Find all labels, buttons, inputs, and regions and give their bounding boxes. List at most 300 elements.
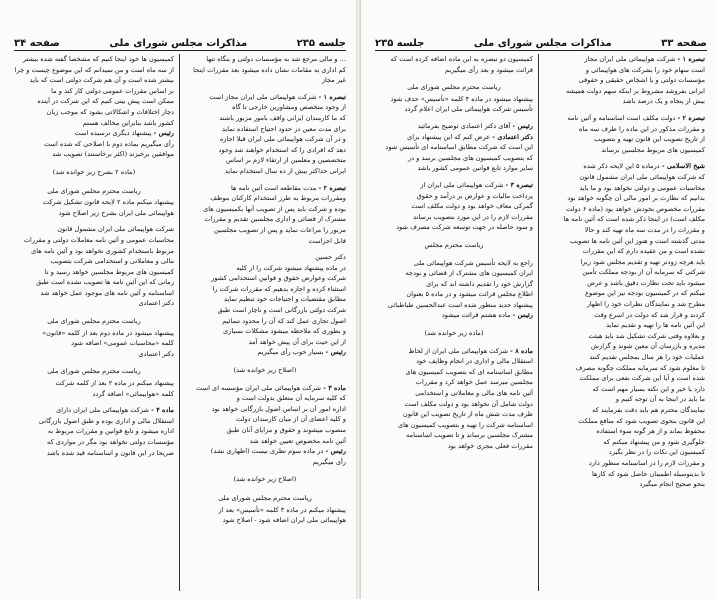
text-line bbox=[543, 193, 705, 204]
right-page bbox=[361, 0, 717, 599]
text-line bbox=[543, 183, 705, 194]
text-line bbox=[375, 240, 533, 251]
line-text: ما باید در اینجا به آن توجه کنیم و bbox=[615, 395, 705, 404]
line-text: شرکتی که سرمایه آن از بودجه مملکت تأمین bbox=[582, 268, 705, 277]
line-text: راجع به لایحه تأسیس شرکت هواپیمائی ملی bbox=[413, 258, 533, 267]
text-line bbox=[543, 416, 705, 427]
line-text: مکلف است) در اینجا ذکر شده است که آئین نامه ها bbox=[563, 215, 705, 224]
line-text: جلوگیری شود و من پیشنهاد میکنم که bbox=[603, 437, 705, 446]
line-text: دکتر حسین bbox=[315, 253, 346, 262]
text-line bbox=[184, 284, 346, 295]
line-text: پیشنهاد جدید منظور شده است عبدالحسین طباطبائی bbox=[387, 300, 533, 309]
text-line bbox=[14, 128, 174, 139]
text-line bbox=[375, 201, 533, 212]
text-line bbox=[14, 65, 174, 76]
text-line bbox=[14, 246, 174, 257]
line-text: پیشنهاد میکنم در ماده ۲ بعد از کلمه شرکت bbox=[55, 379, 174, 388]
line-text: که ما کارمندان ایرانی واقف بامور مزبور باشند bbox=[219, 113, 346, 122]
line-text: ومقررات مربوط به طرز استخدام کارکنان موظف bbox=[210, 194, 346, 203]
bold-lead: دکتر اعتمادی - bbox=[492, 132, 533, 141]
line-text: اداره میشود و تابع قوانین و مقررات مربوط به bbox=[47, 427, 174, 436]
line-text: رأی میگیریم bbox=[312, 457, 346, 466]
text-line bbox=[375, 399, 533, 410]
text-line bbox=[543, 145, 705, 156]
text-line bbox=[14, 224, 174, 235]
text-line bbox=[543, 405, 705, 416]
text-line bbox=[184, 347, 346, 358]
line-text: (ماده ۲ بشرح زیر خوانده شد) bbox=[52, 167, 136, 176]
line-text: میشود باید تحت نظارت دقیق باشد و عرض bbox=[587, 278, 705, 287]
bold-lead: ماده ۳ - bbox=[323, 383, 346, 392]
text-line bbox=[543, 134, 705, 145]
text-line bbox=[14, 139, 174, 150]
text-line bbox=[14, 208, 174, 219]
line-text: و در آن شرکت هواپیمائی ملی ایران قبلا اجازه bbox=[219, 135, 346, 144]
line-text: آئین نامه مخصوص تعیین خواهد شد bbox=[249, 436, 346, 445]
line-text: منصوب میشوند و حقوق و مزایای آنان طبق bbox=[226, 426, 346, 434]
text-line bbox=[543, 172, 705, 183]
bold-lead: تبصره ۱ - bbox=[318, 92, 346, 101]
text-line bbox=[14, 197, 174, 208]
line-text: اساسنامه و آئین نامه های موجود عمل خواهد شد bbox=[40, 288, 174, 297]
line-text: کمیسیون های مربوط مجلسین خواهد رسید و تا bbox=[44, 267, 174, 276]
line-text: مؤسسات دولتی و یا اشخاص حقیقی و حقوقی bbox=[578, 76, 705, 85]
line-text: ماده هشتم قرائت میشود bbox=[441, 311, 513, 320]
line-text: پرداخت مالیات و عوارض بر درآمد و حقوق bbox=[416, 191, 533, 200]
text-line bbox=[184, 294, 346, 305]
line-text: ... و مالی مرجع شد به مؤسسات دولتی و بنگاه تنها bbox=[206, 55, 346, 63]
text-line bbox=[375, 268, 533, 279]
left-page-column-rule bbox=[179, 54, 180, 591]
line-text: از این حیث برای آن پیش خواهد آمد bbox=[248, 337, 346, 346]
text-line bbox=[14, 118, 174, 129]
text-line bbox=[184, 193, 346, 204]
line-text: دچار اختلافات و اشکالاتی بشود که موجب زیان bbox=[46, 107, 174, 116]
bold-lead: تبصره ۱ - bbox=[677, 55, 705, 63]
text-line bbox=[375, 420, 533, 431]
text-line bbox=[184, 446, 346, 457]
line-text: مقررات مخصوص بخودش خواهد بود (ماده ۶ دولت bbox=[566, 204, 705, 213]
text-line bbox=[184, 316, 346, 327]
text-line bbox=[184, 515, 346, 526]
line-text: بوده و شرکت باید پس از تصویب آنها بکمیسیون های bbox=[203, 204, 346, 213]
bold-lead: ماده ۴ - bbox=[151, 406, 174, 415]
text-line bbox=[184, 393, 346, 404]
line-text: استقلال مالی و اداری در انجام وظایف خود bbox=[416, 357, 533, 366]
line-text: مطرح شد و نمایندگان نظرات خود را اظهار bbox=[586, 300, 705, 309]
text-line bbox=[543, 394, 705, 405]
line-text: قابل اجراست bbox=[308, 236, 346, 245]
line-text: ریاست محترم مجلس شورای ملی bbox=[47, 367, 141, 376]
text-line bbox=[14, 167, 174, 178]
line-text: نمایندگان محترم هم باید دقت بفرمایند که bbox=[592, 406, 705, 414]
bold-lead: رئیس - bbox=[325, 447, 346, 456]
line-text: ریاست محترم مجلس شورای ملی bbox=[407, 83, 501, 92]
line-text: کردند و قرار شد که دولت در اسرع وقت bbox=[594, 310, 705, 319]
text-line bbox=[543, 299, 705, 310]
text-line bbox=[184, 505, 346, 516]
line-text: پیشنهاد میشود در ماده ۴ کلمه «تأسیس» حذف شود bbox=[390, 94, 533, 103]
paragraph-gap bbox=[184, 467, 346, 473]
line-text: کمیسیون های مربوط مجلسین برساند bbox=[601, 145, 705, 154]
line-text: دولت مکلف است اساسنامه و آئین نامه bbox=[567, 113, 678, 122]
line-text: دولت شامل آن نخواهد بود و دولت مکلف است bbox=[404, 399, 533, 408]
text-line bbox=[184, 365, 346, 376]
line-text: شده است و آیا این شرکت نفعی برای مملکت bbox=[579, 374, 705, 383]
text-line bbox=[184, 54, 346, 65]
text-line bbox=[14, 378, 174, 389]
text-line bbox=[14, 437, 174, 448]
text-line bbox=[14, 149, 174, 160]
right-page-title: مذاکرات مجلس شورای ملی bbox=[473, 38, 612, 49]
text-line bbox=[184, 436, 346, 447]
text-line bbox=[184, 383, 346, 394]
line-text: از وجود متخصص ومشاورین خارجی تا گاه bbox=[232, 103, 346, 112]
text-line bbox=[184, 474, 346, 485]
line-text: از سه ماه است و من نمیدانم که این موضوع چیست و چرا bbox=[14, 65, 174, 74]
line-text: مطابق اساسنامه ای که بتصویب کمیسیون های bbox=[405, 367, 533, 376]
text-line bbox=[543, 113, 705, 124]
line-text: شرکت هواپیمائی ملی ایران از لحاظ bbox=[408, 346, 511, 355]
line-text: تا معلوم شود که سرمایه مملکت چگونه مصرف bbox=[575, 363, 705, 372]
text-line bbox=[14, 389, 174, 400]
line-text: عملیات خود را هر سال بمجلس تقدیم کنند bbox=[589, 353, 705, 362]
bold-lead: رئیس - bbox=[512, 311, 533, 320]
line-text: درماده ۵ این لایحه ذکر شده bbox=[583, 162, 662, 171]
line-text: قرائت میشود و بعد رأی میگیریم bbox=[444, 65, 533, 74]
text-line bbox=[543, 124, 705, 135]
right-page-number: صفحه ۳۳ bbox=[661, 38, 707, 49]
line-text: محفوظ بماند و از هر گونه سوء استفاده bbox=[596, 427, 705, 436]
text-line bbox=[543, 437, 705, 448]
left-page-session: جلسه ۲۳۵ bbox=[296, 38, 346, 49]
text-line bbox=[375, 54, 533, 65]
text-line bbox=[375, 289, 533, 300]
line-text: دهد که افرادی را که استخدام خواهند شد وجود bbox=[218, 145, 346, 154]
text-line bbox=[14, 366, 174, 377]
line-text: ایران کمیسیون های مشترک از قضائی و بودجه bbox=[405, 269, 533, 278]
line-text: ریاست محترم مجلس bbox=[424, 240, 484, 249]
line-text: مدیره و بازرسان آن معین شوند و گزارش bbox=[590, 342, 705, 351]
text-line bbox=[184, 252, 346, 263]
line-text: مربوط باستخدام کشوری نخواهد بود و آئین نامه های bbox=[31, 246, 174, 255]
line-text: دکتر اعتمادی bbox=[138, 349, 174, 358]
line-text: عرض کنم که این پیشنهاد برای bbox=[407, 132, 493, 141]
text-line bbox=[375, 409, 533, 420]
text-line bbox=[375, 65, 533, 76]
text-line bbox=[184, 113, 346, 124]
text-line bbox=[14, 426, 174, 437]
line-text: استثناء کرده و اجازه بدهیم که مقررات شرکت را bbox=[212, 284, 346, 293]
text-line bbox=[375, 441, 533, 452]
line-text: محاسبات عمومی و آئین نامه معاملات دولتی و مقررات bbox=[23, 235, 174, 244]
text-line bbox=[543, 86, 705, 97]
line-text: اطلاع مجلس قرائت میشود و در ماده ۵ بعنوان bbox=[406, 290, 533, 299]
line-text: محاسبات عمومی و دولتی نخواهد بود و ما باید bbox=[579, 183, 705, 192]
text-line bbox=[14, 316, 174, 327]
text-line bbox=[184, 326, 346, 337]
text-line bbox=[184, 493, 346, 504]
paragraph-gap bbox=[14, 160, 174, 166]
text-line bbox=[184, 92, 346, 103]
line-text: شرکت هواپیمائی ملی ایران مجاز bbox=[584, 55, 678, 63]
line-text: این است که شرکت مطابق اساسنامه ای تأسیس شود bbox=[385, 143, 533, 152]
text-line bbox=[375, 328, 533, 339]
text-line bbox=[543, 214, 705, 225]
text-line bbox=[375, 356, 533, 367]
left-page bbox=[0, 0, 356, 599]
line-text: تأسیس شرکت هواپیمائی ملی ایران اعلام گردد bbox=[404, 105, 533, 114]
text-line bbox=[543, 469, 705, 480]
line-text: اصول تجاری عمل کند که آن را محدود ننمائیم bbox=[222, 316, 346, 325]
line-text: مقررات فعلی مجری خواهد بود bbox=[447, 442, 533, 450]
paragraph-gap bbox=[375, 233, 533, 239]
text-line bbox=[14, 298, 174, 309]
text-line bbox=[14, 288, 174, 299]
line-text: کلمه «محاسبات عمومی» اضافه شود bbox=[71, 339, 174, 348]
line-text: مقررات لازم را در این مورد بتصویب برساند bbox=[413, 212, 533, 221]
line-text: هواپیمائی ملی ایران اضافه شود - اصلاح شود bbox=[222, 516, 346, 525]
left-page-column-left bbox=[14, 54, 174, 591]
paragraph-gap bbox=[184, 486, 346, 492]
line-text: بسیار خوب رأی میگیریم bbox=[257, 348, 326, 357]
right-page-header bbox=[375, 36, 707, 51]
text-line bbox=[184, 337, 346, 348]
bold-lead: تبصره ۲ - bbox=[677, 113, 705, 122]
line-text: پیشنهاد میشود در ماده دوم بعد از کلمه «قانون» bbox=[42, 328, 174, 337]
text-line bbox=[543, 54, 705, 65]
text-line bbox=[184, 457, 346, 468]
line-text: صریحا در این قانون و اساسنامه قید شده باشد bbox=[46, 448, 174, 457]
left-page-header bbox=[14, 36, 346, 51]
text-line bbox=[375, 388, 533, 399]
line-text: پیشنهاد میکنم ماده ۲ لایحه قانون تشکیل شرکت bbox=[42, 198, 174, 207]
line-text: ریاست محترم مجلس شورای ملی bbox=[218, 493, 312, 502]
paragraph-gap bbox=[184, 358, 346, 364]
line-text: (اصلاح زیر خوانده شد) bbox=[233, 366, 297, 375]
line-text: آئین نامه های مالی و معاملاتی و استخدامی bbox=[415, 389, 533, 398]
bold-lead: تبصره ۳ - bbox=[505, 180, 533, 189]
text-line bbox=[375, 121, 533, 132]
left-page-title: مذاکرات مجلس شورای ملی bbox=[109, 38, 248, 49]
line-text: است سهام خود را بشرکت های هواپیمائی و bbox=[585, 65, 705, 74]
text-line bbox=[375, 82, 533, 93]
bold-lead: ماده ۸ - bbox=[510, 346, 533, 355]
line-text: کمیسیون دو تبصره به این ماده اضافه کرده است که bbox=[390, 55, 533, 63]
line-text: (اصلاح زیر خوانده شد) bbox=[233, 475, 297, 484]
text-line bbox=[184, 425, 346, 436]
line-text: پیشنهاد دیگری نرسیده است bbox=[74, 129, 154, 138]
text-line bbox=[14, 338, 174, 349]
text-line bbox=[184, 75, 346, 86]
paragraph-gap bbox=[14, 359, 174, 365]
line-text: و مقررات لازم را در اساسنامه منظور دارد bbox=[588, 458, 705, 467]
text-line bbox=[375, 258, 533, 269]
text-line bbox=[543, 236, 705, 247]
text-line bbox=[184, 225, 346, 236]
text-line bbox=[543, 310, 705, 321]
line-text: استقلال مالی و اداری بوده و طبق اصول بازرگانی bbox=[38, 416, 174, 425]
text-line bbox=[543, 278, 705, 289]
left-page-number: صفحه ۳۴ bbox=[14, 38, 60, 49]
bold-lead: رئیس - bbox=[153, 129, 174, 138]
line-text: هواپیمائی ملی ایران بشرح زیر اصلاح شود bbox=[58, 208, 174, 217]
line-text: بیش از پنجاه و یک درصد باشد bbox=[622, 97, 705, 106]
line-text: مجلسین میرسد عمل خواهد کرد و مقررات bbox=[415, 378, 533, 387]
line-text: که شرکت هواپیمائی ملی ایران مشمول قانون bbox=[579, 172, 705, 181]
text-line bbox=[375, 104, 533, 115]
line-text: نشده است و من عقیده دارم که این مقررات bbox=[582, 247, 705, 256]
text-line bbox=[543, 320, 705, 331]
text-line bbox=[14, 54, 174, 65]
line-text: شرکت هواپیمائی ملی ایران مؤسسه ای است bbox=[196, 383, 324, 392]
text-line bbox=[184, 404, 346, 415]
line-text: ایرانی حداکثر بیش از ده سال استخدام نماید bbox=[224, 166, 346, 175]
text-line bbox=[14, 267, 174, 278]
text-line bbox=[543, 373, 705, 384]
line-text: و مقررات را در مدت سه ماه تهیه کند و حالا bbox=[584, 225, 705, 234]
right-page-column-rule bbox=[538, 54, 539, 591]
line-text: باید هرچه زودتر تهیه و تقدیم مجلس شود زیرا bbox=[580, 257, 705, 266]
line-text: که بتصویب کمیسیون های مجلسین برسد و در bbox=[408, 153, 533, 162]
line-text: میکنم که در کمیسیون بودجه نیز این موضوع bbox=[585, 289, 705, 298]
text-line bbox=[543, 447, 705, 458]
text-line bbox=[14, 186, 174, 197]
line-text: در ماده پیشنهاد میشود شرکت را از کلیه bbox=[236, 263, 346, 272]
text-line bbox=[543, 65, 705, 76]
line-text: موافقین برخیزند (اکثر برخاستند) تصویب شد bbox=[52, 150, 174, 159]
text-line bbox=[184, 102, 346, 113]
text-line bbox=[14, 416, 174, 427]
line-text: کلمه «هواپیمائی» اضافه گردد bbox=[92, 389, 174, 398]
text-line bbox=[543, 257, 705, 268]
line-text: ایرانی بفروشد مشروط بر اینکه سهم دولت همیشه bbox=[565, 86, 705, 95]
text-line bbox=[375, 300, 533, 311]
text-line bbox=[375, 180, 533, 191]
text-line bbox=[375, 191, 533, 202]
line-text: شرکت دولتی بازرگانی است و ناچار است طبق bbox=[217, 306, 346, 315]
text-line bbox=[375, 132, 533, 143]
line-text: مزبور را مراعات نماید و پس از تصویب مجلسین bbox=[213, 225, 346, 234]
line-text: برای مدت معین در حدود احتیاج استفاده نماید bbox=[221, 124, 346, 133]
text-line bbox=[375, 279, 533, 290]
text-line bbox=[184, 145, 346, 156]
right-page-session: جلسه ۲۳۵ bbox=[375, 38, 425, 49]
text-line bbox=[375, 163, 533, 174]
line-text: مالی و معاملاتی و استخدامی شرکت بتصویب bbox=[50, 257, 174, 266]
line-text: بدانیم که نظارت بر امور مالی آن چگونه خواهد بود bbox=[567, 194, 705, 203]
line-text: شرکت هواپیمائی ملی ایران مشمول قانون bbox=[57, 225, 174, 234]
text-line bbox=[375, 142, 533, 153]
paragraph-gap bbox=[375, 321, 533, 327]
line-text: گزارش خود را تقدیم داشته اند که برای bbox=[426, 279, 533, 288]
line-text: این آئین نامه ها را تهیه و تقدیم نماید bbox=[606, 321, 705, 330]
line-text: شرکت هواپیمائی ملی ایران از bbox=[420, 180, 506, 189]
line-text: و کلیه اعضای آن از میان کارمندان دولت bbox=[235, 415, 346, 424]
line-text: کشور باشد بنابراین مخالف هستم bbox=[82, 118, 174, 127]
text-line bbox=[543, 288, 705, 299]
line-text: شرکت هواپیمائی ملی ایران دارای bbox=[56, 406, 152, 415]
line-text: رأی میگیریم بماده دوم با اصلاحی که شده است bbox=[44, 139, 174, 148]
line-text: گمرکی معاف خواهد بود و دولت مکلف است bbox=[411, 202, 533, 211]
line-text: متخصصین و معلمین از ارتقاء لازم بر اساس bbox=[225, 156, 346, 165]
text-line bbox=[14, 405, 174, 416]
line-text: ممکن است پیش بینی کنیم که این شرکت در آینده bbox=[37, 97, 174, 106]
line-text: مشترک از قضائی و اداری مجلسین تقدیم و مقررات bbox=[204, 215, 346, 224]
text-line bbox=[543, 458, 705, 469]
line-text: کمیسیون این نکات را در نظر بگیرد bbox=[608, 448, 705, 457]
line-text: تا بدینوسیله اطمینان حاصل شود که کارها bbox=[592, 469, 705, 478]
text-line bbox=[543, 352, 705, 363]
line-text: در ماده سوم نظری نیست (اظهاری نشد) bbox=[210, 447, 326, 456]
line-text: سایر موارد تابع قوانین عمومی کشور باشد bbox=[417, 164, 533, 173]
line-text: زمانی که این آئین نامه ها تصویب نشده است طبق bbox=[36, 278, 174, 287]
text-line bbox=[14, 328, 174, 339]
text-line bbox=[14, 96, 174, 107]
line-text: مطابق مقتضیات و احتیاجات خود تنظیم نماید bbox=[224, 295, 346, 304]
line-text: این قانون بنحوی تصویب شود که منافع مملکت bbox=[578, 416, 705, 425]
text-line bbox=[184, 155, 346, 166]
line-text: مدتی گذشته است و هنوز این آئین نامه ها تصویب bbox=[570, 236, 705, 245]
bold-lead: تبصره ۲ - bbox=[318, 183, 346, 192]
line-text: و بعلاوه وقتی شرکت تشکیل شد باید هیئت bbox=[588, 331, 705, 340]
text-line bbox=[375, 153, 533, 164]
text-line bbox=[375, 94, 533, 105]
line-text: پیشنهاد میکنم در ماده ۳ کلمه «تأسیس» بعد از bbox=[218, 505, 346, 514]
paragraph-gap bbox=[375, 75, 533, 81]
text-line bbox=[543, 246, 705, 257]
bold-lead: رئیس - bbox=[512, 121, 533, 130]
right-page-column-left bbox=[375, 54, 533, 591]
line-text: آقای دکتر اعتمادی توضیح بفرمائید bbox=[417, 121, 513, 130]
line-text: و بطوری که ملاحظه میشود مشکلات بسیاری bbox=[223, 327, 346, 336]
text-line bbox=[14, 75, 174, 86]
left-page-column-right bbox=[184, 54, 346, 591]
text-line bbox=[543, 204, 705, 215]
text-line bbox=[184, 273, 346, 284]
text-line bbox=[14, 86, 174, 97]
text-line bbox=[375, 430, 533, 441]
text-line bbox=[184, 214, 346, 225]
paragraph-gap bbox=[14, 179, 174, 185]
text-line bbox=[543, 96, 705, 107]
text-line bbox=[14, 256, 174, 267]
text-line bbox=[375, 310, 533, 321]
text-line bbox=[375, 222, 533, 233]
text-line bbox=[184, 414, 346, 425]
line-text: که کلیه سرمایه آن متعلق بدولت است و bbox=[236, 394, 346, 403]
line-text: و سود حاصله در جهت توسعه شرکت مصرف شود bbox=[396, 223, 533, 232]
text-line bbox=[14, 277, 174, 288]
text-line bbox=[543, 479, 705, 490]
text-line bbox=[543, 75, 705, 86]
line-text: (ماده زیر خوانده شد) bbox=[424, 329, 484, 338]
text-line bbox=[14, 448, 174, 459]
line-text: دارد یا خیر و این نکته بسیار مهم است که bbox=[592, 384, 705, 393]
text-line bbox=[184, 183, 346, 194]
text-line bbox=[14, 349, 174, 360]
text-line bbox=[184, 65, 346, 76]
line-text: کمیسیون ها خود اینجا کنیم که مشخصا گفته شده بیشتر bbox=[22, 55, 174, 63]
text-line bbox=[375, 212, 533, 223]
text-line bbox=[14, 235, 174, 246]
text-line bbox=[184, 166, 346, 177]
right-page-column-right bbox=[543, 54, 705, 591]
line-text: غیر مجاز bbox=[321, 76, 346, 85]
line-text: دکتر اعتمادی bbox=[138, 299, 174, 308]
paragraph-gap bbox=[14, 309, 174, 315]
text-line bbox=[375, 346, 533, 357]
